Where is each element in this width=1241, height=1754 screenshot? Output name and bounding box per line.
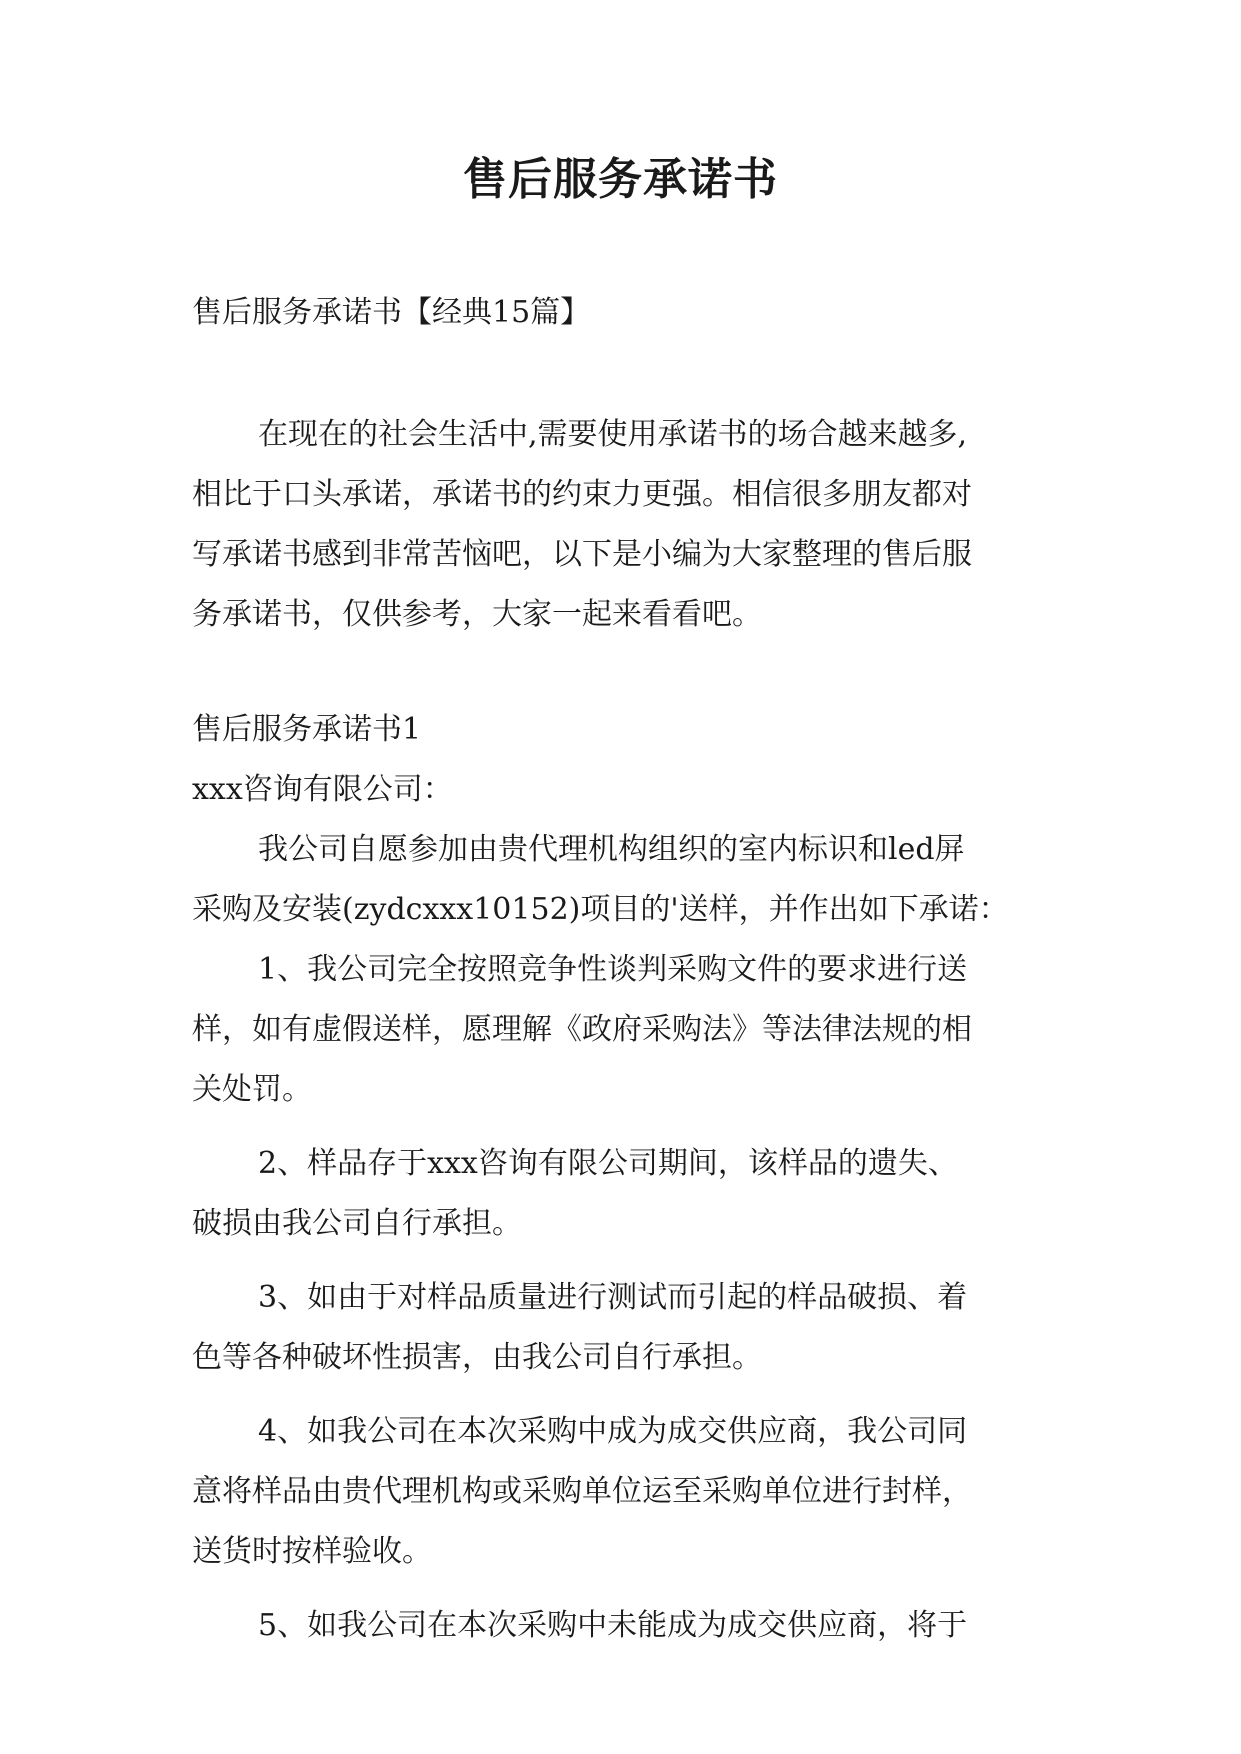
- paragraph-line: 3、如由于对样品质量进行测试而引起的样品破损、着: [258, 1280, 968, 1315]
- intro-paragraph: [192, 405, 1062, 645]
- paragraph-gap: [192, 1388, 1062, 1402]
- section-heading: 售后服务承诺书1: [192, 712, 422, 747]
- paragraph-line: 送货时按样验收。: [192, 1534, 432, 1569]
- document-title: 售后服务承诺书: [463, 154, 778, 205]
- paragraph-line: 关处罚。: [192, 1072, 312, 1107]
- document-subtitle: 售后服务承诺书【经典15篇】: [192, 295, 591, 330]
- commitment-item-3: [192, 1268, 1062, 1388]
- commitment-paragraph: [192, 820, 1062, 940]
- paragraph-line: 样，如有虚假送样，愿理解《政府采购法》等法律法规的相: [192, 1012, 972, 1047]
- paragraph-line: 色等各种破坏性损害，由我公司自行承担。: [192, 1340, 762, 1375]
- paragraph-line: 1、我公司完全按照竞争性谈判采购文件的要求进行送: [258, 952, 968, 987]
- addressee: xxx咨询有限公司：: [192, 772, 453, 807]
- commitment-item-5: [192, 1596, 1062, 1656]
- paragraph-line: 采购及安装(zydcxxx10152)项目的'送样，并作出如下承诺：: [192, 892, 1009, 927]
- paragraph-line: 破损由我公司自行承担。: [192, 1206, 522, 1241]
- intro-line: 务承诺书，仅供参考，大家一起来看看吧。: [192, 597, 762, 632]
- intro-line: 写承诺书感到非常苦恼吧，以下是小编为大家整理的售后服: [192, 537, 972, 572]
- commitment-item-2: [192, 1134, 1062, 1254]
- paragraph-gap: [192, 1254, 1062, 1268]
- intro-line: 相比于口头承诺，承诺书的约束力更强。相信很多朋友都对: [192, 477, 972, 512]
- paragraph-line: 我公司自愿参加由贵代理机构组织的室内标识和led屏: [258, 832, 965, 867]
- letter-body: [192, 760, 1062, 1656]
- paragraph-line: 意将样品由贵代理机构或采购单位运至采购单位进行封样，: [192, 1474, 972, 1509]
- paragraph-line: 4、如我公司在本次采购中成为成交供应商，我公司同: [258, 1414, 968, 1449]
- intro-line: 在现在的社会生活中,需要使用承诺书的场合越来越多,: [258, 417, 968, 452]
- commitment-item-1: [192, 940, 1062, 1120]
- paragraph-gap: [192, 1120, 1062, 1134]
- paragraph-line: 2、样品存于xxx咨询有限公司期间，该样品的遗失、: [258, 1146, 958, 1181]
- commitment-item-4: [192, 1402, 1062, 1582]
- paragraph-line: 5、如我公司在本次采购中未能成为成交供应商，将于: [258, 1608, 968, 1643]
- paragraph-gap: [192, 1582, 1062, 1596]
